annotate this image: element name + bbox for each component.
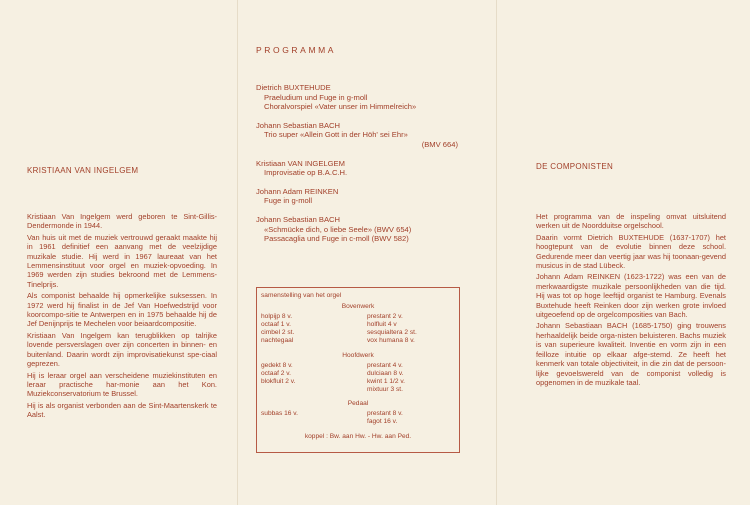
program-work: Fuge in g-moll (264, 196, 313, 206)
organ-title: samenstelling van het orgel (261, 292, 342, 299)
bio-paragraph: Kristiaan Van Ingelgem kan terugblikken op talrijke lovende persverslagen over zijn concerten in binnen- en buitenland. Daarin wordt zijn improvisatiekunst spe-ciaal geprezen. (27, 330, 217, 369)
stop-name: octaaf 2 v. (261, 370, 291, 377)
bio-paragraph: Van huis uit met de muziek vertrouwd geraakt maakte hij in 1961 definitief een aanvang met de veelzijdige muzikale studie. Hij werd in 1967 laureaat van het Lemmensinstituut voor orgel en muziek-opvoeding. In 1969 werden zijn studies bekroond met de Lemmens-Tinelprijs. (27, 232, 217, 289)
organ-specification (256, 287, 460, 453)
composer-paragraph: Daarin vormt Dietrich BUXTEHUDE (1637-1707) het hoogtepunt van de evolutie binnen deze school. Gedurende meer dan veertig jaar was hij toonaan-gevend musicus in de stad Lübeck. (536, 232, 726, 271)
bio-paragraph: Als componist behaalde hij opmerkelijke suksessen. In 1972 werd hij finalist in de Jef Van Hoefwedstrijd voor koorcompo-sitie te Antwerpen en in 1975 behaalde hij de Jef Denijnprijs te Mechelen voor beiaardcompositie. (27, 291, 217, 329)
stop-name: holpijp 8 v. (261, 313, 293, 320)
fold-line-right (496, 0, 497, 505)
programma-title: PROGRAMMA (256, 45, 337, 55)
program-composer: Dietrich BUXTEHUDE (256, 83, 331, 92)
stop-name: prestant 2 v. (367, 313, 403, 320)
program-composer: Johann Adam REINKEN (256, 186, 339, 196)
left-heading: KRISTIAAN VAN INGELGEM (27, 166, 139, 175)
program-work: Praeludium und Fuge in g-moll (264, 92, 368, 102)
program-composer: Kristiaan VAN INGELGEM (256, 158, 345, 168)
stop-name: nachtegaal (261, 337, 294, 344)
bovenwerk-label: Bovenwerk (341, 303, 375, 310)
program-list (256, 83, 458, 244)
hoofdwerk-label: Hoofdwerk (342, 352, 374, 359)
left-panel (27, 166, 217, 175)
stop-name: prestant 8 v. (367, 410, 403, 417)
stop-name: prestant 4 v. (367, 362, 403, 369)
program-work: Trio super «Allein Gott in der Höh' sei Ehr» (264, 130, 408, 140)
composer-paragraph: Johann Sebastiaan BACH (1685-1750) ging trouwens herhaaldelijk beide orga-nisten beluisteren. Bachs muziek is van superieure kwaliteit. Inventie en vorm zijn in een feilloze intuitie op elkaar afge-stemd. Ze heeft het kenmerk van totale objectiviteit, in die zin dat de persoon-lijke gevoelswereld van de componist volledig is opgenomen in de muzikale taal. (536, 321, 726, 387)
fold-line-left (237, 0, 238, 505)
stop-name: mixtuur 3 st. (367, 386, 403, 393)
stop-name: holfluit 4 v (367, 321, 397, 328)
stop-name: cimbel 2 st. (261, 329, 295, 336)
program-item (256, 159, 458, 178)
bio-paragraph: Kristiaan Van Ingelgem werd geboren te Sint-Gillis-Dendermonde in 1944. (27, 212, 217, 231)
program-item (256, 83, 458, 112)
program-work: Choralvorspiel «Vater unser im Himmelreich» (264, 102, 417, 112)
program-bwv: (BMV 664) (421, 139, 458, 149)
program-work: Improvisatie op B.A.C.H. (264, 168, 348, 178)
program-composer: Johann Sebastian BACH (256, 120, 341, 130)
stop-name: dulciaan 8 v. (367, 370, 404, 377)
bio-paragraph: Hij is leraar orgel aan verscheidene muziekinstituten en leraar practische har-monie aan het Kon. Muziekconservatorium te Brussel. (27, 370, 217, 399)
program-composer: Johann Sebastian BACH (256, 214, 341, 224)
program-item (256, 187, 458, 206)
stop-name: vox humana 8 v. (367, 337, 415, 344)
program-item (256, 121, 458, 150)
biography (27, 212, 217, 422)
stop-name: octaaf 1 v. (261, 321, 291, 328)
bio-paragraph: Hij is als organist verbonden aan de Sint-Maartenskerk te Aalst. (27, 400, 217, 420)
right-heading: DE COMPONISTEN (536, 162, 614, 171)
program-item (256, 215, 458, 244)
composers-text (536, 212, 726, 389)
composer-paragraph: Het programma van de inspeling omvat uitsluitend werken uit de Noordduitse orgelschool. (536, 212, 726, 231)
program-work: «Schmücke dich, o liebe Seele» (BWV 654) (264, 224, 412, 234)
koppel-line: koppel : Bw. aan Hw. - Hw. aan Ped. (304, 433, 412, 440)
right-panel (536, 162, 726, 171)
pedaal-label: Pedaal (347, 400, 369, 407)
stop-name: blokfluit 2 v. (261, 378, 296, 385)
stop-name: fagot 16 v. (367, 418, 398, 425)
stop-name: kwint 1 1/2 v. (367, 378, 405, 385)
program-work: Passacaglia und Fuge in c-moll (BWV 582) (264, 234, 409, 244)
stop-name: gedekt 8 v. (261, 362, 293, 369)
stop-name: sesquialtera 2 st. (367, 329, 417, 336)
composer-paragraph: Johann Adam REINKEN (1623-1722) was een van de merkwaardigste muzikale persoonlijkheden van die tijd. Hij was tot op hoge leeftijd organist te Hamburg. Evenals Buxtehude heeft Reinken door zijn werken grote invloed uitgeoefend op de orgelcomposities van Bach. (536, 272, 726, 320)
stop-name: subbas 16 v. (261, 410, 298, 417)
